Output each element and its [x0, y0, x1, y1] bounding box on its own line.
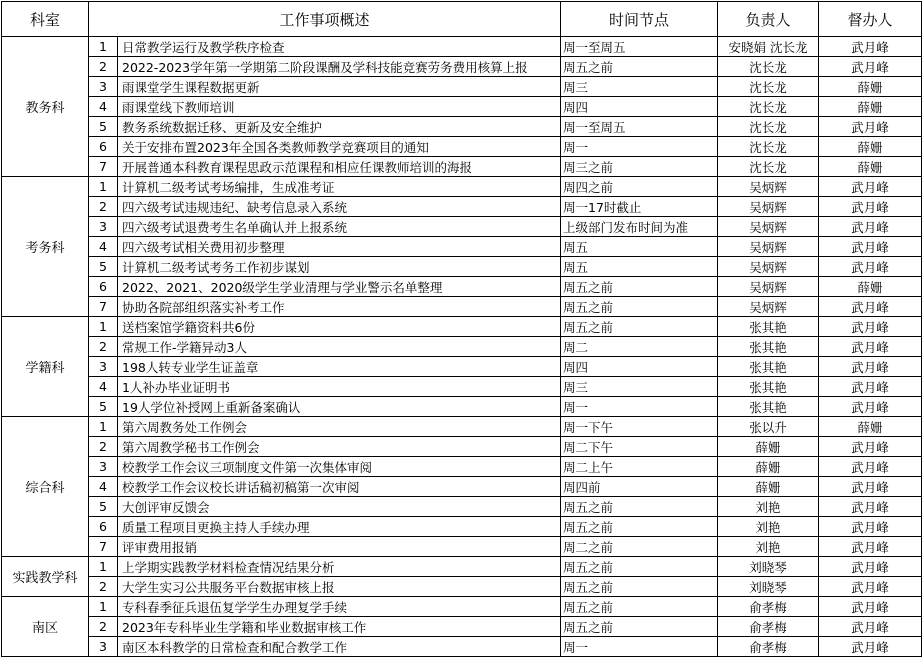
- time-cell: 周二之前: [561, 537, 718, 557]
- task-cell: 常规工作-学籍异动3人: [118, 337, 561, 357]
- table-row: [2, 297, 922, 317]
- task-cell: 雨课堂线下教师培训: [118, 97, 561, 117]
- row-number-cell: 2: [89, 337, 118, 357]
- time-cell: 周一: [561, 637, 718, 657]
- supervisor-cell: 武月峰: [819, 637, 922, 657]
- task-cell: 校教学工作会议校长讲话稿初稿第一次审阅: [118, 477, 561, 497]
- task-cell: 雨课堂学生课程数据更新: [118, 77, 561, 97]
- owner-cell: 吴炳辉: [718, 197, 819, 217]
- row-number-cell: 4: [89, 377, 118, 397]
- time-cell: 周五之前: [561, 597, 718, 617]
- row-number-cell: 1: [89, 417, 118, 437]
- row-number-cell: 1: [89, 317, 118, 337]
- supervisor-cell: 薛姗: [819, 417, 922, 437]
- row-number-cell: 4: [89, 97, 118, 117]
- table-row: [2, 317, 922, 337]
- supervisor-cell: 武月峰: [819, 177, 922, 197]
- task-cell: 四六级考试相关费用初步整理: [118, 237, 561, 257]
- owner-cell: 张其艳: [718, 357, 819, 377]
- task-cell: 关于安排布置2023年全国各类教师教学竞赛项目的通知: [118, 137, 561, 157]
- task-cell: 南区本科教学的日常检查和配合教学工作: [118, 637, 561, 657]
- table-row: [2, 417, 922, 437]
- row-number-cell: 7: [89, 537, 118, 557]
- row-number-cell: 6: [89, 517, 118, 537]
- supervisor-cell: 武月峰: [819, 37, 922, 57]
- time-cell: 周五之前: [561, 317, 718, 337]
- task-cell: 计算机二级考试考务工作初步谋划: [118, 257, 561, 277]
- task-cell: 2022、2021、2020级学生学业清理与学业警示名单整理: [118, 277, 561, 297]
- task-cell: 1人补办毕业证明书: [118, 377, 561, 397]
- row-number-cell: 1: [89, 37, 118, 57]
- time-cell: 周五之前: [561, 297, 718, 317]
- task-cell: 质量工程项目更换主持人手续办理: [118, 517, 561, 537]
- table-row: [2, 117, 922, 137]
- task-cell: 大学生实习公共服务平台数据审核上报: [118, 577, 561, 597]
- time-cell: 周五之前: [561, 557, 718, 577]
- row-number-cell: 1: [89, 557, 118, 577]
- row-number-cell: 3: [89, 357, 118, 377]
- dept-cell: 实践教学科: [2, 557, 89, 597]
- owner-cell: 吴炳辉: [718, 277, 819, 297]
- owner-cell: 俞孝梅: [718, 597, 819, 617]
- time-cell: 周一: [561, 397, 718, 417]
- supervisor-cell: 武月峰: [819, 297, 922, 317]
- owner-cell: 刘艳: [718, 537, 819, 557]
- time-cell: 周三: [561, 377, 718, 397]
- supervisor-cell: 武月峰: [819, 537, 922, 557]
- supervisor-cell: 武月峰: [819, 477, 922, 497]
- supervisor-cell: 武月峰: [819, 397, 922, 417]
- table-row: [2, 577, 922, 597]
- owner-cell: 沈长龙: [718, 77, 819, 97]
- owner-cell: 张其艳: [718, 317, 819, 337]
- supervisor-cell: 武月峰: [819, 197, 922, 217]
- row-number-cell: 4: [89, 237, 118, 257]
- row-number-cell: 4: [89, 477, 118, 497]
- table-row: [2, 237, 922, 257]
- time-cell: 周一: [561, 137, 718, 157]
- dept-cell: 南区: [2, 597, 89, 657]
- owner-cell: 沈长龙: [718, 137, 819, 157]
- task-cell: 第六周教学秘书工作例会: [118, 437, 561, 457]
- task-cell: 送档案馆学籍资料共6份: [118, 317, 561, 337]
- time-cell: 周一至周五: [561, 37, 718, 57]
- row-number-cell: 2: [89, 57, 118, 77]
- time-cell: 周五之前: [561, 517, 718, 537]
- table-row: [2, 477, 922, 497]
- table-row: [2, 197, 922, 217]
- table-row: [2, 137, 922, 157]
- time-cell: 上级部门发布时间为准: [561, 217, 718, 237]
- owner-cell: 张其艳: [718, 377, 819, 397]
- row-number-cell: 1: [89, 177, 118, 197]
- owner-cell: 薛姗: [718, 437, 819, 457]
- table-row: [2, 537, 922, 557]
- task-cell: 计算机二级考试考场编排，生成准考证: [118, 177, 561, 197]
- time-cell: 周一17时截止: [561, 197, 718, 217]
- table-row: [2, 617, 922, 637]
- supervisor-cell: 武月峰: [819, 437, 922, 457]
- task-cell: 四六级考试退费考生名单确认并上报系统: [118, 217, 561, 237]
- supervisor-cell: 武月峰: [819, 377, 922, 397]
- task-cell: 协助各院部组织落实补考工作: [118, 297, 561, 317]
- supervisor-cell: 武月峰: [819, 577, 922, 597]
- owner-cell: 张其艳: [718, 397, 819, 417]
- row-number-cell: 5: [89, 117, 118, 137]
- owner-cell: 俞孝梅: [718, 637, 819, 657]
- task-cell: 第六周教务处工作例会: [118, 417, 561, 437]
- time-cell: 周三: [561, 77, 718, 97]
- time-cell: 周四: [561, 97, 718, 117]
- table-row: [2, 437, 922, 457]
- owner-cell: 薛姗: [718, 477, 819, 497]
- work-schedule-table: [1, 1, 922, 657]
- time-cell: 周四之前: [561, 177, 718, 197]
- header-task: 工作事项概述: [89, 2, 561, 37]
- row-number-cell: 6: [89, 137, 118, 157]
- header-supervisor: 督办人: [819, 2, 922, 37]
- table-row: [2, 517, 922, 537]
- task-cell: 19人学位补授网上重新备案确认: [118, 397, 561, 417]
- row-number-cell: 5: [89, 257, 118, 277]
- table-row: [2, 377, 922, 397]
- header-dept: 科室: [2, 2, 89, 37]
- row-number-cell: 3: [89, 217, 118, 237]
- task-cell: 上学期实践教学材料检查情况结果分析: [118, 557, 561, 577]
- time-cell: 周一至周五: [561, 117, 718, 137]
- time-cell: 周五之前: [561, 277, 718, 297]
- time-cell: 周一下午: [561, 417, 718, 437]
- table-body: [2, 37, 922, 657]
- owner-cell: 吴炳辉: [718, 177, 819, 197]
- owner-cell: 刘艳: [718, 497, 819, 517]
- time-cell: 周五之前: [561, 617, 718, 637]
- supervisor-cell: 武月峰: [819, 357, 922, 377]
- task-cell: 专科春季征兵退伍复学学生办理复学手续: [118, 597, 561, 617]
- header-row: [2, 2, 922, 37]
- task-cell: 198人转专业学生证盖章: [118, 357, 561, 377]
- header-owner: 负责人: [718, 2, 819, 37]
- supervisor-cell: 武月峰: [819, 257, 922, 277]
- row-number-cell: 5: [89, 397, 118, 417]
- row-number-cell: 7: [89, 297, 118, 317]
- time-cell: 周二: [561, 337, 718, 357]
- header-time: 时间节点: [561, 2, 718, 37]
- owner-cell: 沈长龙: [718, 97, 819, 117]
- row-number-cell: 7: [89, 157, 118, 177]
- table-row: [2, 57, 922, 77]
- supervisor-cell: 薛姗: [819, 137, 922, 157]
- dept-cell: 综合科: [2, 417, 89, 557]
- dept-cell: 考务科: [2, 177, 89, 317]
- task-cell: 2022-2023学年第一学期第二阶段课酬及学科技能竞赛劳务费用核算上报: [118, 57, 561, 77]
- owner-cell: 安晓娟 沈长龙: [718, 37, 819, 57]
- time-cell: 周五之前: [561, 497, 718, 517]
- time-cell: 周四: [561, 357, 718, 377]
- supervisor-cell: 武月峰: [819, 517, 922, 537]
- supervisor-cell: 薛姗: [819, 277, 922, 297]
- owner-cell: 俞孝梅: [718, 617, 819, 637]
- row-number-cell: 1: [89, 597, 118, 617]
- supervisor-cell: 武月峰: [819, 57, 922, 77]
- task-cell: 校教学工作会议三项制度文件第一次集体审阅: [118, 457, 561, 477]
- owner-cell: 吴炳辉: [718, 297, 819, 317]
- supervisor-cell: 武月峰: [819, 557, 922, 577]
- supervisor-cell: 薛姗: [819, 97, 922, 117]
- owner-cell: 沈长龙: [718, 117, 819, 137]
- table-row: [2, 77, 922, 97]
- supervisor-cell: 武月峰: [819, 237, 922, 257]
- task-cell: 开展普通本科教育课程思政示范课程和相应任课教师培训的海报: [118, 157, 561, 177]
- supervisor-cell: 武月峰: [819, 337, 922, 357]
- owner-cell: 张其艳: [718, 337, 819, 357]
- owner-cell: 刘晓琴: [718, 557, 819, 577]
- table-row: [2, 457, 922, 477]
- owner-cell: 张以升: [718, 417, 819, 437]
- task-cell: 大创评审反馈会: [118, 497, 561, 517]
- row-number-cell: 2: [89, 197, 118, 217]
- owner-cell: 吴炳辉: [718, 257, 819, 277]
- table-row: [2, 637, 922, 657]
- owner-cell: 沈长龙: [718, 157, 819, 177]
- supervisor-cell: 薛姗: [819, 77, 922, 97]
- row-number-cell: 2: [89, 577, 118, 597]
- time-cell: 周五: [561, 237, 718, 257]
- table-row: [2, 177, 922, 197]
- owner-cell: 刘晓琴: [718, 577, 819, 597]
- owner-cell: 吴炳辉: [718, 237, 819, 257]
- task-cell: 四六级考试违规违纪、缺考信息录入系统: [118, 197, 561, 217]
- owner-cell: 吴炳辉: [718, 217, 819, 237]
- time-cell: 周五之前: [561, 577, 718, 597]
- table-row: [2, 557, 922, 577]
- row-number-cell: 6: [89, 277, 118, 297]
- row-number-cell: 3: [89, 457, 118, 477]
- task-cell: 教务系统数据迁移、更新及安全维护: [118, 117, 561, 137]
- time-cell: 周五: [561, 257, 718, 277]
- supervisor-cell: 武月峰: [819, 117, 922, 137]
- supervisor-cell: 武月峰: [819, 617, 922, 637]
- task-cell: 日常教学运行及教学秩序检查: [118, 37, 561, 57]
- row-number-cell: 5: [89, 497, 118, 517]
- time-cell: 周四前: [561, 477, 718, 497]
- supervisor-cell: 武月峰: [819, 317, 922, 337]
- dept-cell: 学籍科: [2, 317, 89, 417]
- table-row: [2, 357, 922, 377]
- row-number-cell: 3: [89, 637, 118, 657]
- task-cell: 2023年专科毕业生学籍和毕业数据审核工作: [118, 617, 561, 637]
- owner-cell: 刘艳: [718, 517, 819, 537]
- supervisor-cell: 武月峰: [819, 217, 922, 237]
- table-row: [2, 217, 922, 237]
- table-row: [2, 397, 922, 417]
- dept-cell: 教务科: [2, 37, 89, 177]
- row-number-cell: 2: [89, 437, 118, 457]
- table-row: [2, 157, 922, 177]
- owner-cell: 薛姗: [718, 457, 819, 477]
- table-row: [2, 37, 922, 57]
- supervisor-cell: 武月峰: [819, 597, 922, 617]
- time-cell: 周五之前: [561, 57, 718, 77]
- task-cell: 评审费用报销: [118, 537, 561, 557]
- row-number-cell: 2: [89, 617, 118, 637]
- table-row: [2, 337, 922, 357]
- row-number-cell: 3: [89, 77, 118, 97]
- owner-cell: 沈长龙: [718, 57, 819, 77]
- table-row: [2, 597, 922, 617]
- time-cell: 周二下午: [561, 437, 718, 457]
- time-cell: 周二上午: [561, 457, 718, 477]
- table-row: [2, 497, 922, 517]
- table-row: [2, 97, 922, 117]
- supervisor-cell: 薛姗: [819, 157, 922, 177]
- table-row: [2, 257, 922, 277]
- supervisor-cell: 武月峰: [819, 497, 922, 517]
- supervisor-cell: 武月峰: [819, 457, 922, 477]
- table-row: [2, 277, 922, 297]
- time-cell: 周三之前: [561, 157, 718, 177]
